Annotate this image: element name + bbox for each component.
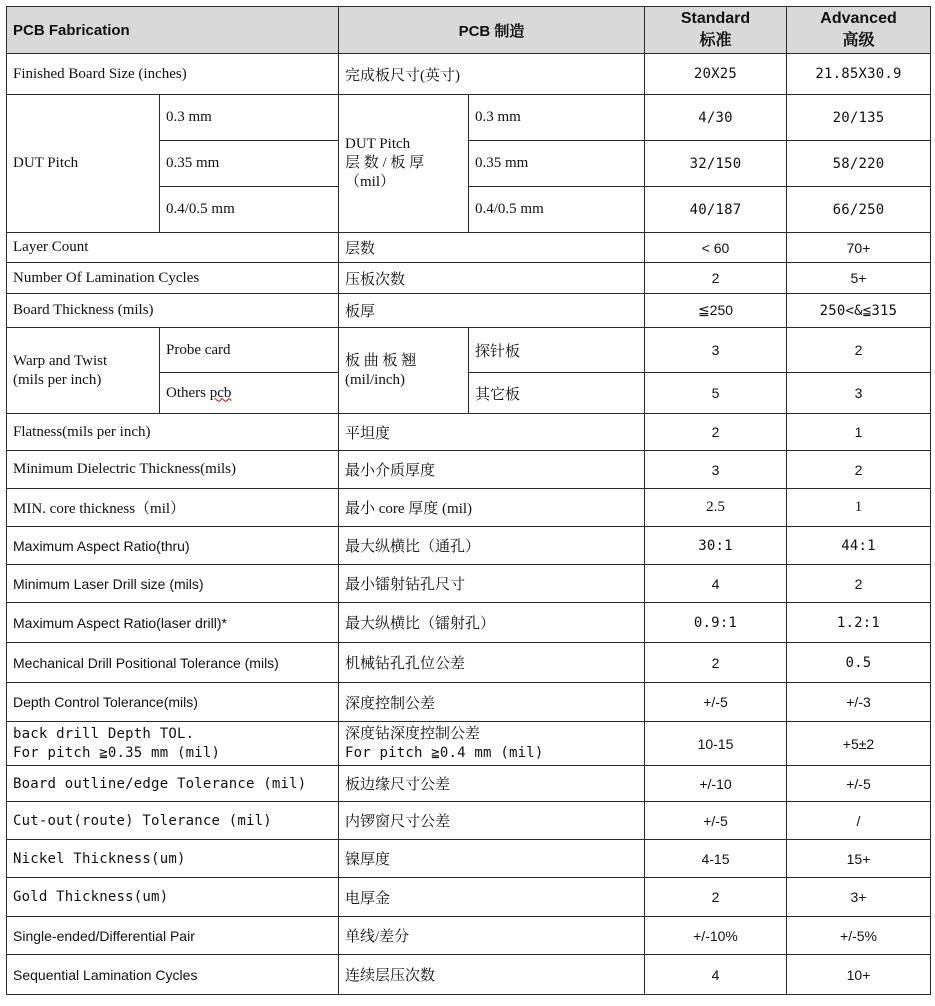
row-label-en: Gold Thickness(um)	[7, 878, 339, 917]
standard-value: +/-10	[645, 766, 787, 802]
advanced-value: +/-5%	[787, 917, 931, 955]
advanced-value: 2	[787, 565, 931, 603]
row-label-en: Depth Control Tolerance(mils)	[7, 683, 339, 722]
sub-label-en	[160, 373, 339, 414]
table-row	[7, 233, 931, 263]
header-standard-cn: 标准	[699, 32, 732, 49]
row-label-en: Sequential Lamination Cycles	[7, 955, 339, 995]
table-row	[7, 766, 931, 802]
warp-twist-cn-line2: (mil/inch)	[345, 371, 405, 388]
advanced-value: 250<&≦315	[787, 294, 931, 328]
row-label-en: Single-ended/Differential Pair	[7, 917, 339, 955]
table-row	[7, 54, 931, 95]
standard-value: 10-15	[645, 722, 787, 766]
sub-label-cn: 探针板	[469, 328, 645, 373]
row-label-cn: 完成板尺寸(英寸)	[339, 54, 645, 95]
standard-value: 2	[645, 414, 787, 451]
standard-value: ≦250	[645, 294, 787, 328]
standard-value: 5	[645, 373, 787, 414]
sub-label-en: 0.4/0.5 mm	[160, 187, 339, 233]
sub-label-en: Probe card	[160, 328, 339, 373]
standard-value: 4-15	[645, 840, 787, 878]
advanced-value: 2	[787, 451, 931, 489]
row-label-en: Finished Board Size (inches)	[7, 54, 339, 95]
advanced-value: +5±2	[787, 722, 931, 766]
row-label-cn: 连续层压次数	[339, 955, 645, 995]
warp-twist-en-line2: (mils per inch)	[13, 371, 102, 388]
table-row	[7, 263, 931, 294]
row-label-cn: 电厚金	[339, 878, 645, 917]
header-standard	[645, 7, 787, 54]
table-row	[7, 683, 931, 722]
row-label-cn: 最小镭射钻孔尺寸	[339, 565, 645, 603]
row-label-en	[7, 722, 339, 766]
row-label-en: MIN. core thickness（mil）	[7, 489, 339, 527]
standard-value: 32/150	[645, 141, 787, 187]
standard-value: 2	[645, 643, 787, 683]
row-label-en: Minimum Laser Drill size (mils)	[7, 565, 339, 603]
row-label-en: Maximum Aspect Ratio(thru)	[7, 527, 339, 565]
header-pcb-fabrication: PCB Fabrication	[7, 7, 339, 54]
table-row	[7, 451, 931, 489]
table-row	[7, 565, 931, 603]
table-row	[7, 603, 931, 643]
standard-value: 2	[645, 878, 787, 917]
row-label-cn: 最小 core 厚度 (mil)	[339, 489, 645, 527]
row-label-en: Board Thickness (mils)	[7, 294, 339, 328]
row-label-cn: 最大纵横比（通孔）	[339, 527, 645, 565]
warp-twist-en-line1: Warp and Twist	[13, 352, 108, 369]
dut-pitch-cn-line1: DUT Pitch	[345, 136, 411, 152]
dut-pitch-cn-line3: （mil）	[345, 174, 396, 190]
warp-twist-cn-line1: 板 曲 板 翘	[345, 352, 417, 369]
header-advanced	[787, 7, 931, 54]
row-label-cn: 机械钻孔孔位公差	[339, 643, 645, 683]
standard-value: 3	[645, 451, 787, 489]
header-advanced-en: Advanced	[820, 10, 897, 27]
table-row	[7, 527, 931, 565]
header-advanced-cn: 高级	[842, 32, 875, 49]
row-label-en: Minimum Dielectric Thickness(mils)	[7, 451, 339, 489]
sub-label-cn: 0.35 mm	[469, 141, 645, 187]
standard-value: 30:1	[645, 527, 787, 565]
advanced-value: 15+	[787, 840, 931, 878]
standard-value: 20X25	[645, 54, 787, 95]
sub-label-cn: 其它板	[469, 373, 645, 414]
sub-label-en: 0.35 mm	[160, 141, 339, 187]
standard-value: 4	[645, 565, 787, 603]
standard-value: < 60	[645, 233, 787, 263]
row-label-cn: 镍厚度	[339, 840, 645, 878]
row-label-en: Nickel Thickness(um)	[7, 840, 339, 878]
table-row	[7, 917, 931, 955]
advanced-value: +/-5	[787, 766, 931, 802]
sub-label-cn: 0.3 mm	[469, 95, 645, 141]
row-label-en: DUT Pitch	[7, 95, 160, 233]
row-label-cn	[339, 328, 469, 414]
table-row	[7, 328, 931, 373]
row-label-cn: 层数	[339, 233, 645, 263]
table-row	[7, 489, 931, 527]
standard-value: +/-10%	[645, 917, 787, 955]
back-drill-en-line2: For pitch ≧0.35 mm (mil)	[13, 744, 221, 761]
standard-value: 2.5	[645, 489, 787, 527]
others-label: Others	[166, 384, 210, 401]
advanced-value: 1	[787, 414, 931, 451]
table-header-row	[7, 7, 931, 54]
advanced-value: 66/250	[787, 187, 931, 233]
advanced-value: 3+	[787, 878, 931, 917]
row-label-cn: 平坦度	[339, 414, 645, 451]
table-row	[7, 840, 931, 878]
sub-label-cn: 0.4/0.5 mm	[469, 187, 645, 233]
advanced-value: 21.85X30.9	[787, 54, 931, 95]
advanced-value: /	[787, 802, 931, 840]
row-label-en: Board outline/edge Tolerance (mil)	[7, 766, 339, 802]
row-label-cn	[339, 95, 469, 233]
standard-value: 4	[645, 955, 787, 995]
advanced-value: 70+	[787, 233, 931, 263]
header-standard-en: Standard	[680, 10, 751, 27]
table-row	[7, 414, 931, 451]
advanced-value: 20/135	[787, 95, 931, 141]
row-label-cn: 内锣窗尺寸公差	[339, 802, 645, 840]
back-drill-cn-line2: For pitch ≧0.4 mm (mil)	[345, 744, 544, 761]
table-row	[7, 722, 931, 766]
header-pcb-chinese: PCB 制造	[339, 7, 645, 54]
table-row	[7, 955, 931, 995]
table-row	[7, 95, 931, 141]
row-label-en: Flatness(mils per inch)	[7, 414, 339, 451]
advanced-value: 44:1	[787, 527, 931, 565]
pcb-spec-table	[6, 6, 931, 995]
back-drill-en-line1: back drill Depth TOL.	[13, 725, 195, 742]
standard-value: +/-5	[645, 683, 787, 722]
advanced-value: 3	[787, 373, 931, 414]
advanced-value: 10+	[787, 955, 931, 995]
advanced-value: +/-3	[787, 683, 931, 722]
row-label-en: Cut-out(route) Tolerance (mil)	[7, 802, 339, 840]
standard-value: 3	[645, 328, 787, 373]
row-label-en: Number Of Lamination Cycles	[7, 263, 339, 294]
advanced-value: 1	[787, 489, 931, 527]
table-row	[7, 294, 931, 328]
standard-value: 40/187	[645, 187, 787, 233]
table-row	[7, 802, 931, 840]
row-label-cn: 压板次数	[339, 263, 645, 294]
standard-value: 4/30	[645, 95, 787, 141]
row-label-cn	[339, 722, 645, 766]
advanced-value: 2	[787, 328, 931, 373]
back-drill-cn-line1: 深度钻深度控制公差	[345, 725, 481, 742]
advanced-value: 0.5	[787, 643, 931, 683]
advanced-value: 58/220	[787, 141, 931, 187]
row-label-cn: 板边缘尺寸公差	[339, 766, 645, 802]
row-label-cn: 深度控制公差	[339, 683, 645, 722]
row-label-en: Layer Count	[7, 233, 339, 263]
row-label-en: Mechanical Drill Positional Tolerance (mils)	[7, 643, 339, 683]
advanced-value: 1.2:1	[787, 603, 931, 643]
table-row	[7, 878, 931, 917]
row-label-en	[7, 328, 160, 414]
pcb-spellcheck-word: pcb	[209, 384, 232, 401]
row-label-cn: 板厚	[339, 294, 645, 328]
standard-value: +/-5	[645, 802, 787, 840]
row-label-en: Maximum Aspect Ratio(laser drill)*	[7, 603, 339, 643]
standard-value: 0.9:1	[645, 603, 787, 643]
advanced-value: 5+	[787, 263, 931, 294]
table-row	[7, 643, 931, 683]
standard-value: 2	[645, 263, 787, 294]
row-label-cn: 单线/差分	[339, 917, 645, 955]
row-label-cn: 最小介质厚度	[339, 451, 645, 489]
row-label-cn: 最大纵横比（镭射孔）	[339, 603, 645, 643]
sub-label-en: 0.3 mm	[160, 95, 339, 141]
dut-pitch-cn-line2: 层 数 / 板 厚	[345, 155, 425, 171]
